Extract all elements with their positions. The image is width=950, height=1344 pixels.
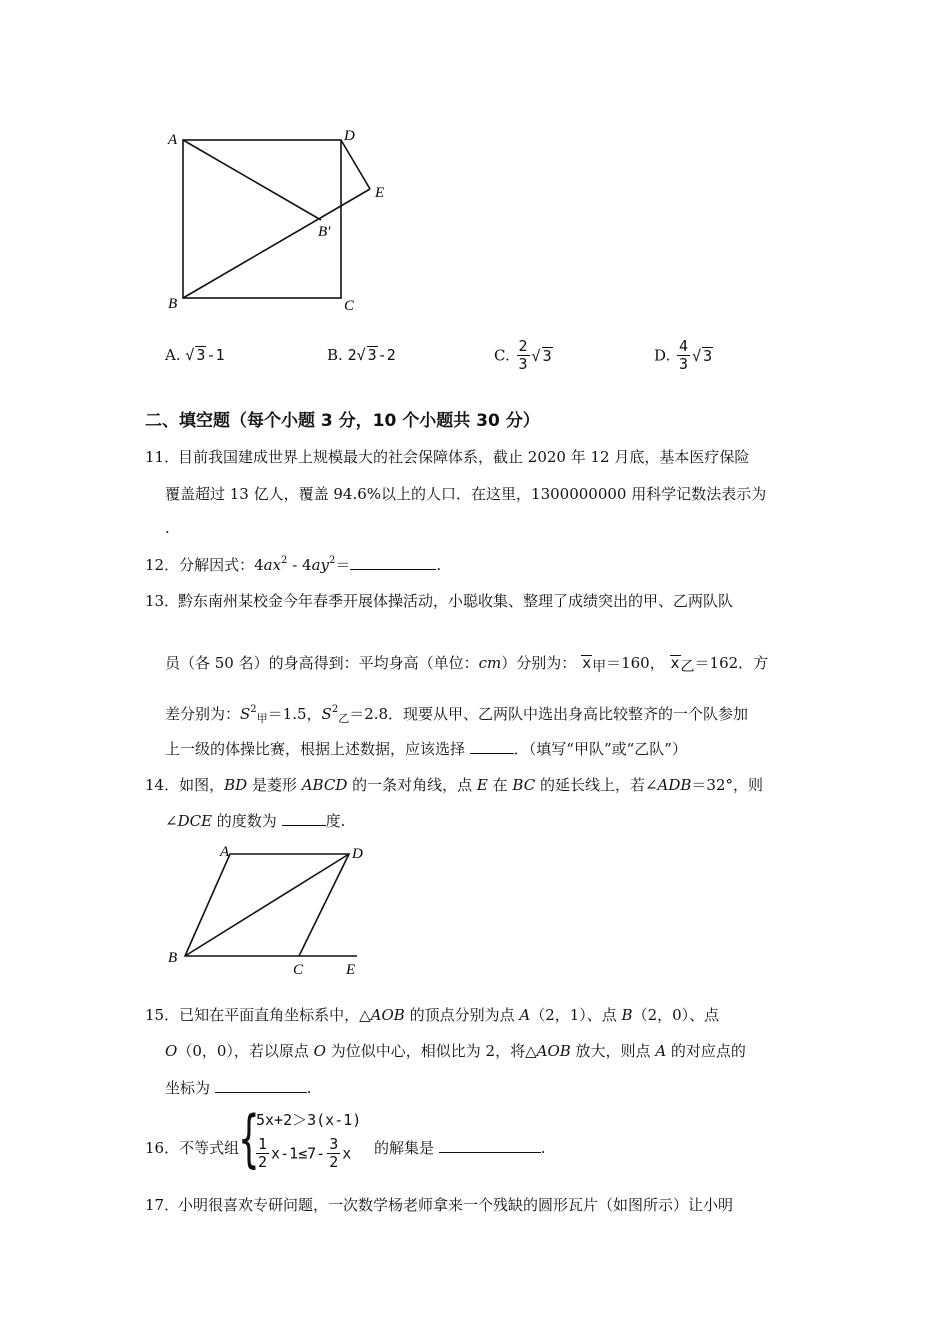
label-d: D (352, 846, 363, 862)
label-e: E (346, 962, 356, 978)
section-title: 二、填空题（每个小题 3 分，10 个小题共 30 分） (145, 411, 540, 431)
q17-number: 17． (145, 1196, 180, 1214)
q15-answer-blank[interactable] (215, 1078, 307, 1093)
option-c-label: C. (494, 346, 510, 365)
q17-line1: 小明很喜欢专研问题，一次数学杨老师拿来一个残缺的圆形瓦片（如图所示）让小明 (178, 1196, 734, 1214)
q13-line2: 员（各 50 名）的身高得到：平均身高（单位：cm）分别为： x甲＝160， x乙＝162．方 (165, 654, 769, 675)
option-b (327, 346, 396, 364)
segment-be (183, 189, 370, 298)
segment-ab-prime (183, 140, 321, 220)
q14-line1: 14．如图，BD 是菱形 ABCD 的一条对角线，点 E 在 BC 的延长线上，若∠ADB＝32°，则 (145, 776, 764, 794)
label-e: E (375, 185, 385, 201)
option-c-fraction: $\frac{2}{3}$ (518, 337, 528, 373)
q16-inequality-1: 5x+2＞3(x-1) (256, 1111, 362, 1129)
label-d: D (344, 128, 355, 144)
label-a: A (220, 844, 230, 860)
label-a: A (168, 132, 178, 148)
q16-tail: 的解集是 . (374, 1139, 546, 1157)
label-c: C (293, 962, 304, 978)
option-a-value: √ 3-1 (185, 346, 225, 364)
option-d: D. $\frac{4}{3}$ √ 3 (654, 337, 713, 373)
q15-line3: 坐标为 . (165, 1079, 312, 1097)
q15-line2: O（0，0），若以原点 O 为位似中心，相似比为 2，将△AOB 放大，则点 A 的对应点的 (165, 1042, 746, 1060)
label-b: B (168, 296, 178, 312)
option-b-value: 2√ 3-2 (347, 346, 396, 364)
option-d-label: D. (654, 346, 671, 365)
figure-square-fold (160, 120, 400, 320)
option-d-fraction: $\frac{4}{3}$ (679, 337, 689, 373)
q13-line4: 上一级的体操比赛，根据上述数据，应该选择 ．（填写“甲队”或“乙队”） (165, 740, 687, 758)
option-b-label: B. (327, 346, 343, 364)
q11-line3: . (165, 519, 170, 537)
q15-line1: 15．已知在平面直角坐标系中，△AOB 的顶点分别为点 A（2，1）、点 B（2，0）、点 (145, 1006, 720, 1024)
option-a (165, 346, 225, 364)
q13-line3: 差分别为：$S^2_甲=1.5$，$S^2_乙=2.8$．现要从甲、乙两队中选出身高比较整齐的一个队参加 (165, 704, 749, 725)
q11-number: 11． (145, 448, 180, 466)
q13-number: 13． (145, 592, 180, 610)
q16-frac-1: $\frac{1}{2}$ (258, 1135, 268, 1171)
q16-inequality-2: $\frac{1}{2}$ x-1≤7- $\frac{3}{2}$ x (258, 1135, 352, 1171)
q16-number: 16．不等式组 (145, 1139, 240, 1157)
label-c: C (344, 298, 355, 314)
segment-de (341, 140, 370, 189)
q16-brace: { (238, 1102, 260, 1175)
q14-line2: ∠DCE 的度数为 度. (165, 812, 346, 830)
option-a-label: A. (165, 346, 181, 364)
q11-line1: 目前我国建成世界上规模最大的社会保障体系，截止 2020 年 12 月底，基本医疗保险 (178, 448, 750, 466)
label-b-prime: B′ (318, 224, 331, 240)
q13-answer-blank[interactable] (470, 739, 514, 754)
q12-answer-blank[interactable] (350, 555, 436, 570)
q13-line1: 黔东南州某校金今年春季开展体操活动，小聪收集、整理了成绩突出的甲、乙两队队 (178, 592, 734, 610)
figure-rhombus (160, 838, 380, 983)
q14-answer-blank[interactable] (282, 811, 326, 826)
q16-answer-blank[interactable] (439, 1138, 541, 1153)
q16-frac-2: $\frac{3}{2}$ (329, 1135, 339, 1171)
label-b: B (168, 950, 178, 966)
q11-line2: 覆盖超过 13 亿人，覆盖 94.6%以上的人口．在这里，1300000000 用科学记数法表示为 (165, 485, 767, 503)
option-c: C. $\frac{2}{3}$ √ 3 (494, 337, 552, 373)
q12: 12．分解因式：$4ax^2 - 4ay^2=$ . (145, 555, 442, 574)
